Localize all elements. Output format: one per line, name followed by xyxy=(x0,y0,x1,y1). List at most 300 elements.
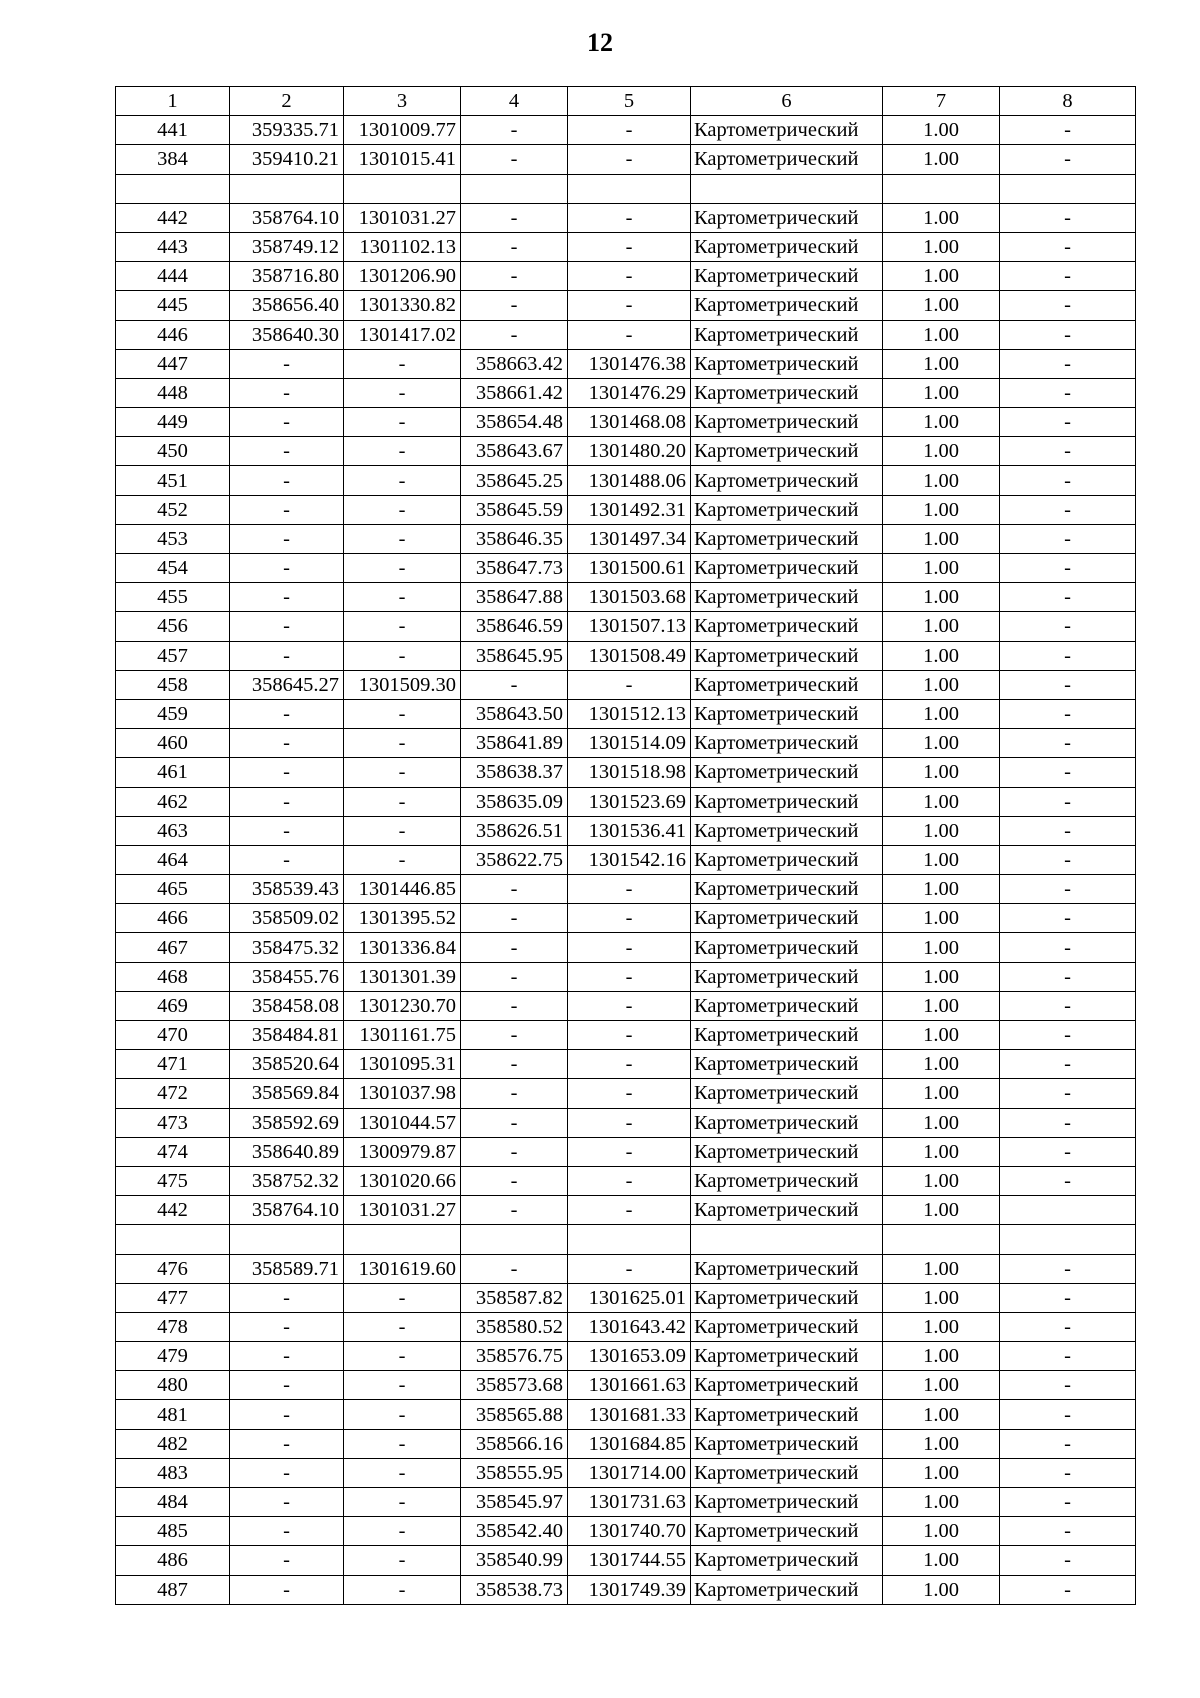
table-cell: 463 xyxy=(116,816,230,845)
table-cell: - xyxy=(461,1166,568,1195)
table-cell: - xyxy=(1000,232,1136,261)
table-cell: 358654.48 xyxy=(461,408,568,437)
table-cell: 1.00 xyxy=(883,641,1000,670)
table-cell: - xyxy=(568,145,691,174)
table-cell: 1301507.13 xyxy=(568,612,691,641)
table-cell: 1.00 xyxy=(883,408,1000,437)
table-cell: Картометрический xyxy=(691,1137,883,1166)
table-cell: - xyxy=(230,1546,344,1575)
table-cell: 1.00 xyxy=(883,1312,1000,1341)
table-cell: - xyxy=(1000,962,1136,991)
table-row xyxy=(116,962,1136,991)
table-cell: - xyxy=(1000,641,1136,670)
table-cell: - xyxy=(344,437,461,466)
table-cell xyxy=(883,174,1000,203)
table-row xyxy=(116,495,1136,524)
table-cell: - xyxy=(230,378,344,407)
table-row xyxy=(116,1137,1136,1166)
table-cell: 358589.71 xyxy=(230,1254,344,1283)
table-cell: 1301500.61 xyxy=(568,554,691,583)
table-cell: 1.00 xyxy=(883,349,1000,378)
table-cell: 358484.81 xyxy=(230,1021,344,1050)
table-cell: - xyxy=(461,145,568,174)
table-cell: - xyxy=(1000,116,1136,145)
table-cell: 1301518.98 xyxy=(568,758,691,787)
table-cell: - xyxy=(230,349,344,378)
table-row xyxy=(116,174,1136,203)
table-cell: 1.00 xyxy=(883,1254,1000,1283)
table-row xyxy=(116,1400,1136,1429)
table-cell: - xyxy=(1000,495,1136,524)
table-cell: Картометрический xyxy=(691,291,883,320)
table-cell: - xyxy=(1000,1312,1136,1341)
table-cell: 1301714.00 xyxy=(568,1458,691,1487)
table-cell: 1301009.77 xyxy=(344,116,461,145)
table-cell: - xyxy=(568,904,691,933)
table-row xyxy=(116,320,1136,349)
table-row xyxy=(116,845,1136,874)
table-cell: 358455.76 xyxy=(230,962,344,991)
table-cell: 1301480.20 xyxy=(568,437,691,466)
table-cell: 1.00 xyxy=(883,116,1000,145)
table-cell: - xyxy=(568,1254,691,1283)
table-cell: Картометрический xyxy=(691,1371,883,1400)
table-cell: - xyxy=(344,816,461,845)
table-cell: 1.00 xyxy=(883,699,1000,728)
table-cell: - xyxy=(344,466,461,495)
table-cell: 1301625.01 xyxy=(568,1283,691,1312)
table-cell: 477 xyxy=(116,1283,230,1312)
table-cell: Картометрический xyxy=(691,262,883,291)
table-cell: Картометрический xyxy=(691,612,883,641)
header-cell: 3 xyxy=(344,87,461,116)
table-cell: 1.00 xyxy=(883,1400,1000,1429)
table-cell: Картометрический xyxy=(691,845,883,874)
table-row xyxy=(116,699,1136,728)
table-row xyxy=(116,378,1136,407)
table-cell: 1301497.34 xyxy=(568,524,691,553)
table-cell: 486 xyxy=(116,1546,230,1575)
table-cell: 443 xyxy=(116,232,230,261)
table-cell: - xyxy=(344,1546,461,1575)
table-cell: 1301542.16 xyxy=(568,845,691,874)
table-cell: - xyxy=(344,1488,461,1517)
table-cell: Картометрический xyxy=(691,1458,883,1487)
table-row xyxy=(116,1458,1136,1487)
table-row xyxy=(116,1050,1136,1079)
table-cell: 453 xyxy=(116,524,230,553)
table-cell: - xyxy=(1000,349,1136,378)
table-row xyxy=(116,1254,1136,1283)
table-cell: 1301446.85 xyxy=(344,875,461,904)
table-row xyxy=(116,116,1136,145)
table-cell: - xyxy=(230,1488,344,1517)
table-cell: - xyxy=(1000,145,1136,174)
table-cell: 358645.59 xyxy=(461,495,568,524)
table-row xyxy=(116,641,1136,670)
table-cell: 1.00 xyxy=(883,524,1000,553)
table-cell: Картометрический xyxy=(691,203,883,232)
table-cell: Картометрический xyxy=(691,1108,883,1137)
table-cell: 1301492.31 xyxy=(568,495,691,524)
table-cell: 358716.80 xyxy=(230,262,344,291)
table-cell: Картометрический xyxy=(691,1050,883,1079)
table-cell: - xyxy=(568,1196,691,1225)
table-cell: Картометрический xyxy=(691,524,883,553)
table-cell: - xyxy=(1000,320,1136,349)
table-cell: 474 xyxy=(116,1137,230,1166)
table-cell: Картометрический xyxy=(691,466,883,495)
table-header xyxy=(116,87,1136,116)
table-cell: 455 xyxy=(116,583,230,612)
table-cell: 358520.64 xyxy=(230,1050,344,1079)
table-row xyxy=(116,787,1136,816)
table-cell: 358640.89 xyxy=(230,1137,344,1166)
table-cell: 485 xyxy=(116,1517,230,1546)
table-cell: 358663.42 xyxy=(461,349,568,378)
table-cell: Картометрический xyxy=(691,495,883,524)
table-cell: 358643.50 xyxy=(461,699,568,728)
table-cell: - xyxy=(230,466,344,495)
table-cell: 358635.09 xyxy=(461,787,568,816)
table-cell: Картометрический xyxy=(691,991,883,1020)
table-cell: 1301503.68 xyxy=(568,583,691,612)
table-row xyxy=(116,262,1136,291)
table-cell: 452 xyxy=(116,495,230,524)
table-cell: Картометрический xyxy=(691,1166,883,1195)
table-cell: 1301031.27 xyxy=(344,203,461,232)
table-cell: 475 xyxy=(116,1166,230,1195)
table-row xyxy=(116,1021,1136,1050)
table-cell: 1301330.82 xyxy=(344,291,461,320)
table-cell: - xyxy=(344,1575,461,1604)
table-row xyxy=(116,991,1136,1020)
table-cell: 1301661.63 xyxy=(568,1371,691,1400)
table-cell: - xyxy=(1000,1342,1136,1371)
table-cell: - xyxy=(344,1312,461,1341)
table-cell: - xyxy=(1000,670,1136,699)
table-cell: 358542.40 xyxy=(461,1517,568,1546)
table-cell: - xyxy=(230,524,344,553)
table-cell: - xyxy=(230,641,344,670)
table-cell xyxy=(461,1225,568,1254)
table-cell xyxy=(344,174,461,203)
table-cell: 1301619.60 xyxy=(344,1254,461,1283)
table-cell: 1301509.30 xyxy=(344,670,461,699)
table-cell: 460 xyxy=(116,729,230,758)
table-cell: 1.00 xyxy=(883,758,1000,787)
table-row xyxy=(116,203,1136,232)
table-cell: 1.00 xyxy=(883,1458,1000,1487)
table-cell: - xyxy=(344,378,461,407)
table-cell: 442 xyxy=(116,203,230,232)
table-cell xyxy=(568,1225,691,1254)
table-cell xyxy=(883,1225,1000,1254)
table-cell: 1301037.98 xyxy=(344,1079,461,1108)
table-cell: - xyxy=(461,1108,568,1137)
table-cell: 444 xyxy=(116,262,230,291)
table-cell: 1301731.63 xyxy=(568,1488,691,1517)
table-cell: - xyxy=(1000,729,1136,758)
table-row xyxy=(116,875,1136,904)
table-cell: 483 xyxy=(116,1458,230,1487)
table-cell: - xyxy=(1000,1166,1136,1195)
table-cell xyxy=(1000,1196,1136,1225)
table-cell: - xyxy=(461,320,568,349)
table-cell: 1301095.31 xyxy=(344,1050,461,1079)
table-cell: 358661.42 xyxy=(461,378,568,407)
table-cell: 1301508.49 xyxy=(568,641,691,670)
table-cell: 465 xyxy=(116,875,230,904)
table-cell: - xyxy=(230,1517,344,1546)
table-cell: 1.00 xyxy=(883,495,1000,524)
table-cell: - xyxy=(568,875,691,904)
table-cell: 1301161.75 xyxy=(344,1021,461,1050)
table-cell: 1301230.70 xyxy=(344,991,461,1020)
table-cell: - xyxy=(230,845,344,874)
table-cell: 1.00 xyxy=(883,1517,1000,1546)
table-cell xyxy=(230,174,344,203)
header-cell: 6 xyxy=(691,87,883,116)
table-row xyxy=(116,554,1136,583)
table-cell: 1.00 xyxy=(883,232,1000,261)
table-cell: 358640.30 xyxy=(230,320,344,349)
table-cell: Картометрический xyxy=(691,1283,883,1312)
table-row xyxy=(116,437,1136,466)
table-row xyxy=(116,145,1136,174)
table-row xyxy=(116,1108,1136,1137)
table-cell: 1301744.55 xyxy=(568,1546,691,1575)
table-cell: - xyxy=(344,845,461,874)
table-cell: - xyxy=(568,1079,691,1108)
table-cell: - xyxy=(1000,466,1136,495)
table-cell: - xyxy=(230,1400,344,1429)
table-cell: 358545.97 xyxy=(461,1488,568,1517)
table-cell: - xyxy=(568,262,691,291)
table-cell: 358645.27 xyxy=(230,670,344,699)
table-cell: - xyxy=(230,699,344,728)
table-cell: 358509.02 xyxy=(230,904,344,933)
table-cell: 358749.12 xyxy=(230,232,344,261)
table-cell: - xyxy=(1000,1108,1136,1137)
table-cell: 358646.35 xyxy=(461,524,568,553)
table-cell: Картометрический xyxy=(691,933,883,962)
table-cell: 449 xyxy=(116,408,230,437)
table-cell: 471 xyxy=(116,1050,230,1079)
table-cell: 384 xyxy=(116,145,230,174)
table-cell: Картометрический xyxy=(691,816,883,845)
table-row xyxy=(116,612,1136,641)
table-cell: 1.00 xyxy=(883,1371,1000,1400)
table-cell: Картометрический xyxy=(691,1079,883,1108)
table-cell: Картометрический xyxy=(691,1575,883,1604)
table-cell xyxy=(691,174,883,203)
table-cell: Картометрический xyxy=(691,232,883,261)
table-cell: 1.00 xyxy=(883,670,1000,699)
table-cell: 1.00 xyxy=(883,1050,1000,1079)
table-cell: - xyxy=(344,583,461,612)
table-cell: 358752.32 xyxy=(230,1166,344,1195)
table-row xyxy=(116,904,1136,933)
table-body xyxy=(116,116,1136,1605)
table-cell: Картометрический xyxy=(691,729,883,758)
table-cell: 461 xyxy=(116,758,230,787)
table-cell: - xyxy=(461,1079,568,1108)
table-cell: - xyxy=(568,962,691,991)
table-cell: - xyxy=(344,1283,461,1312)
table-cell: 469 xyxy=(116,991,230,1020)
table-cell: 358566.16 xyxy=(461,1429,568,1458)
table-cell: 1.00 xyxy=(883,933,1000,962)
table-cell: - xyxy=(568,203,691,232)
table-cell: 479 xyxy=(116,1342,230,1371)
table-cell: - xyxy=(1000,845,1136,874)
table-cell: - xyxy=(568,232,691,261)
table-cell: Картометрический xyxy=(691,349,883,378)
table-cell: - xyxy=(344,612,461,641)
table-cell: - xyxy=(568,1050,691,1079)
table-cell: Картометрический xyxy=(691,1254,883,1283)
table-cell xyxy=(568,174,691,203)
table-row xyxy=(116,1575,1136,1604)
table-cell: 358626.51 xyxy=(461,816,568,845)
table-cell: 358764.10 xyxy=(230,203,344,232)
table-cell: 358646.59 xyxy=(461,612,568,641)
table-cell: - xyxy=(344,495,461,524)
header-cell: 4 xyxy=(461,87,568,116)
table-cell: - xyxy=(1000,1488,1136,1517)
table-cell: - xyxy=(344,408,461,437)
table-cell: 358539.43 xyxy=(230,875,344,904)
table-cell: - xyxy=(230,408,344,437)
table-row xyxy=(116,816,1136,845)
table-cell: - xyxy=(230,495,344,524)
table-cell: Картометрический xyxy=(691,554,883,583)
table-cell: 1.00 xyxy=(883,845,1000,874)
table-cell: - xyxy=(1000,291,1136,320)
table-cell: 451 xyxy=(116,466,230,495)
table-cell: 459 xyxy=(116,699,230,728)
table-row xyxy=(116,729,1136,758)
table-cell: - xyxy=(230,583,344,612)
table-cell: 358656.40 xyxy=(230,291,344,320)
table-cell: 448 xyxy=(116,378,230,407)
table-cell: 1301020.66 xyxy=(344,1166,461,1195)
table-row xyxy=(116,670,1136,699)
table-cell: 1301514.09 xyxy=(568,729,691,758)
table-cell: - xyxy=(461,116,568,145)
table-cell: 1301476.38 xyxy=(568,349,691,378)
table-cell: 1301336.84 xyxy=(344,933,461,962)
table-cell: - xyxy=(1000,583,1136,612)
table-cell: 1.00 xyxy=(883,1488,1000,1517)
table-cell: 1.00 xyxy=(883,466,1000,495)
table-cell: - xyxy=(344,1400,461,1429)
table-cell: - xyxy=(344,524,461,553)
header-cell: 2 xyxy=(230,87,344,116)
table-cell: - xyxy=(1000,612,1136,641)
table-cell: - xyxy=(1000,1050,1136,1079)
table-cell: 1301206.90 xyxy=(344,262,461,291)
table-cell xyxy=(1000,174,1136,203)
table-cell: 476 xyxy=(116,1254,230,1283)
table-cell xyxy=(230,1225,344,1254)
header-cell: 8 xyxy=(1000,87,1136,116)
table-cell: - xyxy=(230,1575,344,1604)
table-cell: 1.00 xyxy=(883,554,1000,583)
table-cell: 358645.25 xyxy=(461,466,568,495)
table-cell: - xyxy=(1000,203,1136,232)
table-cell: Картометрический xyxy=(691,1400,883,1429)
table-row xyxy=(116,349,1136,378)
table-cell xyxy=(461,174,568,203)
table-cell: - xyxy=(1000,1254,1136,1283)
table-cell: 441 xyxy=(116,116,230,145)
table-cell: - xyxy=(230,1458,344,1487)
table-cell: Картометрический xyxy=(691,1429,883,1458)
table-cell: 358592.69 xyxy=(230,1108,344,1137)
table-cell: 472 xyxy=(116,1079,230,1108)
table-cell: 1301536.41 xyxy=(568,816,691,845)
table-cell: 1.00 xyxy=(883,378,1000,407)
table-row xyxy=(116,291,1136,320)
table-cell: - xyxy=(568,1108,691,1137)
table-cell: - xyxy=(461,991,568,1020)
table-cell: - xyxy=(344,554,461,583)
table-cell: Картометрический xyxy=(691,787,883,816)
table-cell: 1.00 xyxy=(883,1575,1000,1604)
table-row xyxy=(116,1342,1136,1371)
table-cell: 358540.99 xyxy=(461,1546,568,1575)
table-cell: - xyxy=(1000,933,1136,962)
table-cell: - xyxy=(461,291,568,320)
table-cell: 1301488.06 xyxy=(568,466,691,495)
table-cell: 450 xyxy=(116,437,230,466)
table-cell: Картометрический xyxy=(691,670,883,699)
table-row xyxy=(116,583,1136,612)
table-cell: 1.00 xyxy=(883,875,1000,904)
table-cell: Картометрический xyxy=(691,437,883,466)
table-cell: Картометрический xyxy=(691,758,883,787)
table-cell: Картометрический xyxy=(691,1546,883,1575)
table-cell: 1.00 xyxy=(883,1283,1000,1312)
table-cell: - xyxy=(461,1254,568,1283)
table-row xyxy=(116,1488,1136,1517)
table-row xyxy=(116,1225,1136,1254)
table-row xyxy=(116,933,1136,962)
table-cell: Картометрический xyxy=(691,1312,883,1341)
table-cell: 1301681.33 xyxy=(568,1400,691,1429)
table-cell: 1.00 xyxy=(883,291,1000,320)
header-cell: 5 xyxy=(568,87,691,116)
table-cell: 446 xyxy=(116,320,230,349)
table-cell: 1.00 xyxy=(883,145,1000,174)
table-cell: - xyxy=(568,1021,691,1050)
table-cell: - xyxy=(344,349,461,378)
table-cell: 467 xyxy=(116,933,230,962)
table-cell xyxy=(344,1225,461,1254)
table-cell: - xyxy=(344,1342,461,1371)
table-cell: - xyxy=(568,1166,691,1195)
table-cell: 1.00 xyxy=(883,437,1000,466)
table-cell: - xyxy=(230,1312,344,1341)
table-cell: 454 xyxy=(116,554,230,583)
table-cell: 358587.82 xyxy=(461,1283,568,1312)
table-row xyxy=(116,1429,1136,1458)
table-cell: 358555.95 xyxy=(461,1458,568,1487)
table-cell: - xyxy=(344,1429,461,1458)
table-cell: - xyxy=(344,699,461,728)
